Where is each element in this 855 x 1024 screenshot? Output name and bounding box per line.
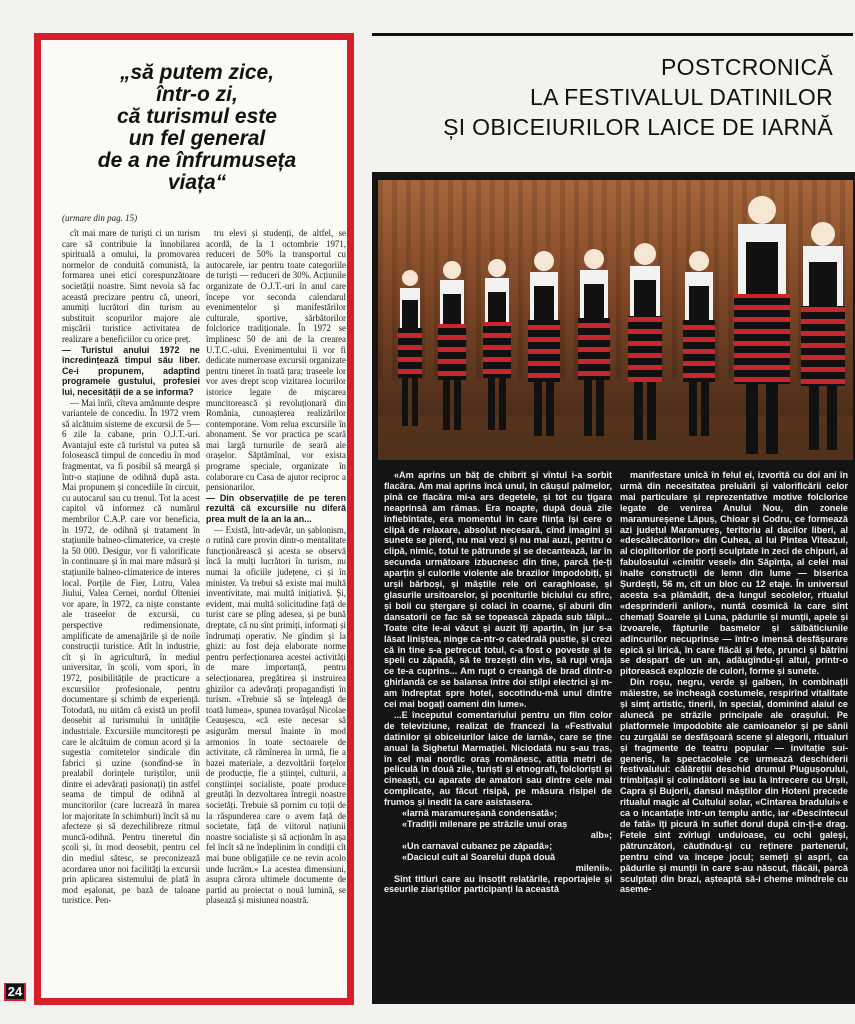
- folk-dancers-illustration: [378, 180, 853, 460]
- title-line: viața“: [167, 171, 227, 194]
- interview-question: — Din observațiile de pe teren rezultă că excursiile nu diferă prea mult de la an la an...: [206, 492, 346, 525]
- article-quote-line: «Tradiții milenare pe străzile unui oraș: [402, 819, 568, 829]
- article-column-1: [384, 470, 612, 895]
- left-text-column-1: [62, 228, 200, 973]
- article-quote-line: alb»;: [590, 829, 612, 840]
- article-quote-line: milenii».: [575, 862, 612, 873]
- interview-question: — Turistul anului 1972 ne încredințează timpul său liber. Ce-i propunem, adaptînd programele gustului, profesiei lui, necesității de a se informa?: [62, 344, 200, 397]
- title-line: că turismul este: [117, 105, 277, 128]
- title-line: „să putem zice,: [119, 61, 275, 84]
- article-quote-line: «Dacicul cult al Soarelui după două: [402, 851, 556, 862]
- title-line: un fel general: [128, 127, 266, 150]
- page-number-text: 24: [7, 984, 23, 999]
- title-line: într-o zi,: [156, 83, 238, 106]
- heading-line: ȘI OBICEIURILOR LAICE DE IARNĂ: [443, 114, 833, 140]
- paragraph: tru elevi și studenți, de altfel, se acordă, de la 1 octombrie 1971, reduceri de 50% la transportul cu autocarele, iar pentru toate categoriile de turiști — reduceri de 30%. Acțiunile organizate de O.J.T.-uri în anul care începe vor seconda calendarul evenimentelor și manifestărilor culturale, sportive, sărbătorilor folclorice tradiționale. În 1972 se împlinesc 50 de ani de la crearea U.T.C.-ului. Evenimentului îi vor fi dedicate numeroase excursii organizate pentru tineret în toată țara; traseele lor vor aves drept scop vizitarea locurilor istorice legate de mișcarea muncitorească și revoluționară din România, cunoașterea realizărilor contemporane. Vom relua excursiile în abonament. Se vor practica pe scară mai largă turnurile de seară ale orașelor. Săptămînal, vor exista programe speciale, organizate în colaborare cu Casa de ajutor reciproc a pensionarilor.: [206, 228, 346, 493]
- article-paragraph: ...E începutul comentariului pentru un film color de televiziune, realizat de francezi la «Festivalul datinilor și obiceiurilor laice de iarnă», care se ține anual la Sighetul Marmației. Niciodată nu s-au tras, în cel mai nordic oraș românesc, atîția metri de peliculă în două zile, turiști și etnografi, folcloriști și cineaști, cu aparate de amatori sau dintre cele mai complicate, au făcut risipă, pe măsura risipei de frumos și inedit la care asistasera.: [384, 709, 612, 808]
- article-paragraph: Sînt titluri care au însoțit relatările, reportajele și eseurile ziariștilor participanți la această: [384, 873, 612, 895]
- article-quote-line: «Iarnă maramureșană condensată»;: [402, 808, 558, 819]
- paragraph: — Există, într-adevăr, un șablonism, o rutină care provin dintr-o mentalitate funcționărească și acesta se observă încă la mulți lucrători în turism, nu numai la oficiile județene, ci și în minister. Va trebui să existe mai multă inventivitate, mai multă inițiativă. Și, evident, mai multă solicitudine față de turist care se plîng adesea, și pe bună dreptate, că nu sînt primiți, informați și îndrumați operativ. Ne gîndim și la ghizi: au fost deja elaborate norme pentru perfecționarea acestei activități de mare importanță, pentru selecționarea, pregătirea și instruirea ghizilor ca adevărați propagandiști în turism. «Trebuie să se înțeleagă de toată lumea», spunea tovarășul Nicolae Ceaușescu, «că este necesar să asigurăm mersul înainte în mod armonios în toate sectoarele de activitate, că rămînerea în urmă, fie a bazei materiale, a dezvoltării forțelor de producție, fie a științei, culturii, a conștiinței socialiste, poate produce greutăți în dezvoltarea întregii noastre societăți. Trebuie să pornim cu toții de la răspunderea care o avem față de societate, față de viitorul națiunii noastre socialiste și să acționăm în așa fel încît să ne îndeplinim în condiții cît mai bune obligațiile ce ne revin acolo unde lucrăm.» La acestea dimensiuni, asupra cărora ultimele documente de partid au proiectat o nouă lumină, se plasează și misiunea noastră.: [206, 524, 346, 906]
- title-line: de a ne înfrumuseța: [97, 149, 297, 172]
- paragraph: — Mai întîi, cîteva amănunte despre variantele de concediu. În 1972 vrem să alcătuim sisteme de excursii de 5—6 zile la cabane, prin O.J.T.-uri. Avantajul este că turistul va putea să folosească timpul de concediu în mod fragmentat, va fi posibil să meargă și într-o stațiune de odihnă după asta. Mai propunem și concediile în circuit, cu autocarul sau cu trenul. Tot la acest capitol vă informez că numărul membrilor C.A.P. care vor beneficia, în 1972, de odihnă și tratament în stațiunile balneo-climaterice, va crește la 50 000. Desigur, vor fi valorificate în continuare și în mai mare măsură și stațiunile balneo-climaterice de interes local. Porțile de Fier, Lotru, Valea Jiului, Valea Cernei, nordul Olteniei vor apare, în 1972, ca niște constante ale traseelor de excursii, cu perspective redimensionate, amplificate de amenajările și de noile construcții turistice. Atît în industrie, cît și în agricultură, în mediul universitar, în școli, vom spori, în 1972, posibilitățile de practicare a excursiilor profesionale, pentru documentare și schimb de experiență. Totodată, nu uităm că există un profil deosebit al turismului în unitățile industriale. Excursiile muncitorești pe care le alcătuim de comun acord și la sugestia comitetelor sindicale din fabrici și uzine (sondînd-se în prealabil dorințele turiștilor, unii dintre ei adevărați pasionați) țin astfel seama de timpul de odihnă al muncitorilor (care lucrează în marea lor majoritate în schimburi) încît să nu afecteze și să dezechilibreze ritmul muncă-odihnă. Pentru tineretul din școli și, în mod deosebit, pentru cel din mediul sătesc, se preconizează acordarea unor noi facilități la excursii prin aplicarea sistemului de plată în mod eșalonat, pe bază de taloane turistice. Pen-: [62, 397, 200, 906]
- header-rule: [372, 33, 853, 36]
- heading-line: LA FESTIVALUL DATINILOR: [529, 84, 833, 110]
- article-paragraph: Din roșu, negru, verde și galben, în combinații măiestre, se încheagă costumele, respirînd vitalitate și simț artistic, tinerii, în special, dominînd alaiul ce alunecă pe străzile principale ale orașului. Pe platformele împodobite ale camioanelor și pe sănii cu zurgălăi se desfășoară scene și alegorii, ritualuri și fragmente de teatru popular — invitație sui-generis, la spectacolele ce urmează deschiderii festivalului: călărețiii deschid drumul Plugușorului, trimbițașii și colindătorii se iau la întrecere cu Urșii, Capra și Bujorii, dansul măștilor din Hoteni precede ritualul magic al Cultului solar, «Cintarea bradului» e ca o incantație într-un templu antic, iar «Descîntecul de fată» îți picură în suflet dorul după cin-ți-e drag. Fetele sint zvîrlugi unduioase, cu ochi galeși, pătrunzători, căutîndu-și cu reținere partenerul, pentru cînd va începe jocul; semeți și aspri, ca pădurile și munții în care s-au născut, flăcăii, parcă sculptați din brazi, așteaptă să-i cheme mîndrele cu aseme-: [620, 677, 848, 895]
- article-paragraph: «Am aprins un băț de chibrit și vîntul i-a sorbit flacăra. Am mai aprins încă unul, în căușul palmelor, pînă ce flacăra mi-a ars degetele, și tot cu țigara neaprinsă am rămas. Era noapte, după două zile înfiebîntate, era momentul în care ființa își cere o clipă de relaxare, absolut necesară, cînd imagini și sunete se pierd, nu mai vezi și nu mai auzi, pentru o clipă, nimic, totul te pătrunde și se decantează, iar în secunda următoare izbucnesc din tine, parcă ție-ți aparțin și culorile violente ale brazilor împodobiți, și urșii bărboși, și măștile rele ori caraghioase, și glasurile ursitoarelor, și pocniturile biciului cu sfirc, și boii cu ștergare și colaci în coarne, și aburii din dansatorii ce fac să se topească zăpada sub tălpi... Toate cite le-ai văzut și auzit îți aparțin, în jur s-a lăsat liniștea, ninge ca-ntr-o catedrală pustie, și crezi că în tine s-a petrecut totul, c-a fost o poveste și te speli cu zăpadă, să te trezești din vis, să rupi vraja ce te-a cuprins... Am rupt o creangă de brad dintr-o ghirlandă ce se balansa între doi stilpi electrici și m-am îndreptat spre hotel, socotindu-mă unul dintre cei mai bogați oameni din lume».: [384, 470, 612, 710]
- article-heading: [443, 52, 833, 142]
- continuation-note: (urmare din pag. 15): [62, 213, 138, 223]
- folk-dancers-photo: [378, 180, 853, 460]
- interview-title: [52, 62, 342, 194]
- article-paragraph: manifestare unică în felul ei, izvorîtă cu doi ani în urmă din necesitatea preluării și valorificării celor mai particulare și reprezentative motive folclorice legate de venirea Anului Nou, din zonele maramureșene Lăpuș, Chioar și Codru, ce formează azi județul Maramureș, teritoriu al dacilor liberi, al «descălecătorilor» din Cuhea, al lui Pintea Viteazul, al cioplitorilor de porți sculptate în zeci de chipuri, al fabulosului «cimitir vesel» din Săpînța, al celei mai înalte construcții de lemn din lume — biserica Șurdești, 56 m, cît un bloc cu 12 etaje. În universul acesta s-a plămădit, de-a lungul secolelor, ritualul «desprinderii anilor», nuntă cosmică la care sînt chemați Soarele și Luna, pădurile și munții, apele și izvoarele, făpturile basmelor și sălbăticiunile adîncurilor necuprinse — într-o imensă desfășurare epică și lirică, în care flăcăi și fete, prunci și bătrîni se despart de un an, adăugîndu-și altul, printr-o pitorească explozie de culori, forme și sunete.: [620, 470, 848, 677]
- page-number: [4, 983, 26, 1001]
- article-column-2: [620, 470, 848, 895]
- left-text-column-2: [206, 228, 346, 973]
- heading-line: POSTCRONICĂ: [661, 54, 833, 80]
- article-quote-line: «Un carnaval cubanez pe zăpadă»;: [402, 840, 553, 851]
- paragraph: cît mai mare de turiști ci un turism care să contribuie la înnobilarea spirituală a omului, la promovarea normelor de conduită comunistă, la formarea unei etici corespunzătoare societății noastre. Simt nevoia să fac această precizare pentru că, uneori, anumiți lucrători din turism au substituit scopurilor majore ale mișcării turistice activitatea de realizare a beneficiilor cu orice preț.: [62, 228, 200, 344]
